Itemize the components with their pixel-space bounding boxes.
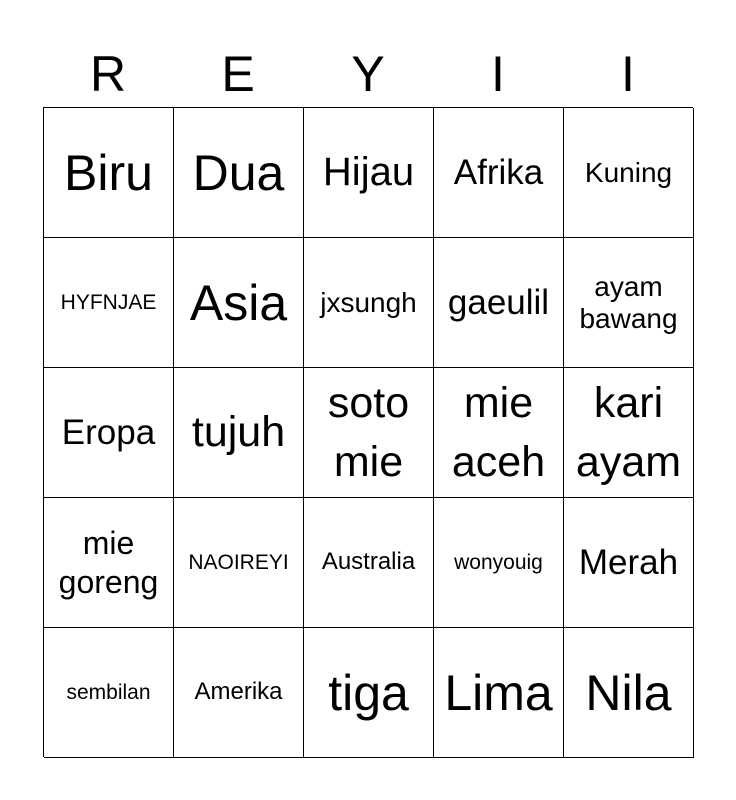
bingo-cell-r4-c3[interactable] bbox=[304, 498, 434, 628]
cell-text: Eropa bbox=[61, 412, 156, 452]
cell-text: NAOIREYI bbox=[188, 550, 289, 574]
cell-text: jxsungh bbox=[320, 286, 417, 318]
cell-text: Asia bbox=[189, 274, 288, 331]
bingo-cell-r1-c1[interactable] bbox=[44, 108, 174, 238]
bingo-cell-r3-c3[interactable] bbox=[304, 368, 434, 498]
cell-text: mie aceh bbox=[451, 379, 546, 486]
header-letter-r: R bbox=[89, 46, 127, 102]
bingo-cell-r5-c5[interactable] bbox=[564, 628, 694, 758]
bingo-cell-r2-c3[interactable] bbox=[304, 238, 434, 368]
cell-text: Australia bbox=[321, 548, 416, 576]
cell-text: Lima bbox=[444, 664, 553, 721]
cell-text: wonyouig bbox=[454, 550, 543, 574]
bingo-cell-r4-c5[interactable] bbox=[564, 498, 694, 628]
cell-text: Merah bbox=[578, 542, 679, 582]
bingo-cell-r3-c1[interactable] bbox=[44, 368, 174, 498]
bingo-cell-r5-c1[interactable] bbox=[44, 628, 174, 758]
bingo-cell-r1-c2[interactable] bbox=[174, 108, 304, 238]
cell-text: Afrika bbox=[453, 152, 544, 192]
bingo-cell-r1-c3[interactable] bbox=[304, 108, 434, 238]
cell-text: Amerika bbox=[194, 678, 283, 706]
bingo-header bbox=[43, 40, 693, 108]
bingo-cell-r5-c2[interactable] bbox=[174, 628, 304, 758]
cell-text: gaeulil bbox=[447, 282, 550, 322]
header-letter-y: Y bbox=[351, 46, 385, 102]
cell-text: Kuning bbox=[584, 156, 673, 188]
bingo-cell-r1-c4[interactable] bbox=[434, 108, 564, 238]
cell-text: ayam bawang bbox=[579, 271, 678, 334]
bingo-cell-r4-c2[interactable] bbox=[174, 498, 304, 628]
bingo-cell-r2-c1[interactable] bbox=[44, 238, 174, 368]
cell-text: tiga bbox=[328, 664, 409, 721]
bingo-cell-r3-c2[interactable] bbox=[174, 368, 304, 498]
bingo-cell-r3-c5[interactable] bbox=[564, 368, 694, 498]
bingo-cell-r3-c4[interactable] bbox=[434, 368, 564, 498]
header-letter-e: E bbox=[221, 46, 255, 102]
cell-text: HYFNJAE bbox=[60, 290, 157, 314]
cell-text: Biru bbox=[64, 144, 153, 201]
cell-text: tujuh bbox=[191, 408, 286, 457]
cell-text: Hijau bbox=[322, 150, 415, 195]
cell-text: sembilan bbox=[66, 680, 151, 704]
bingo-cell-r5-c3[interactable] bbox=[304, 628, 434, 758]
cell-text: Nila bbox=[585, 664, 672, 721]
cell-text: soto mie bbox=[327, 379, 410, 486]
bingo-cell-r2-c2[interactable] bbox=[174, 238, 304, 368]
cell-text: Dua bbox=[192, 144, 285, 201]
bingo-cell-r2-c5[interactable] bbox=[564, 238, 694, 368]
cell-text: kari ayam bbox=[575, 379, 682, 486]
bingo-cell-r4-c4[interactable] bbox=[434, 498, 564, 628]
bingo-card bbox=[43, 107, 693, 757]
bingo-cell-r1-c5[interactable] bbox=[564, 108, 694, 238]
header-letter-i-1: I bbox=[491, 46, 505, 102]
header-letter-i-2: I bbox=[621, 46, 635, 102]
bingo-cell-r4-c1[interactable] bbox=[44, 498, 174, 628]
cell-text: mie goreng bbox=[58, 525, 159, 600]
bingo-cell-r5-c4[interactable] bbox=[434, 628, 564, 758]
bingo-cell-r2-c4[interactable] bbox=[434, 238, 564, 368]
